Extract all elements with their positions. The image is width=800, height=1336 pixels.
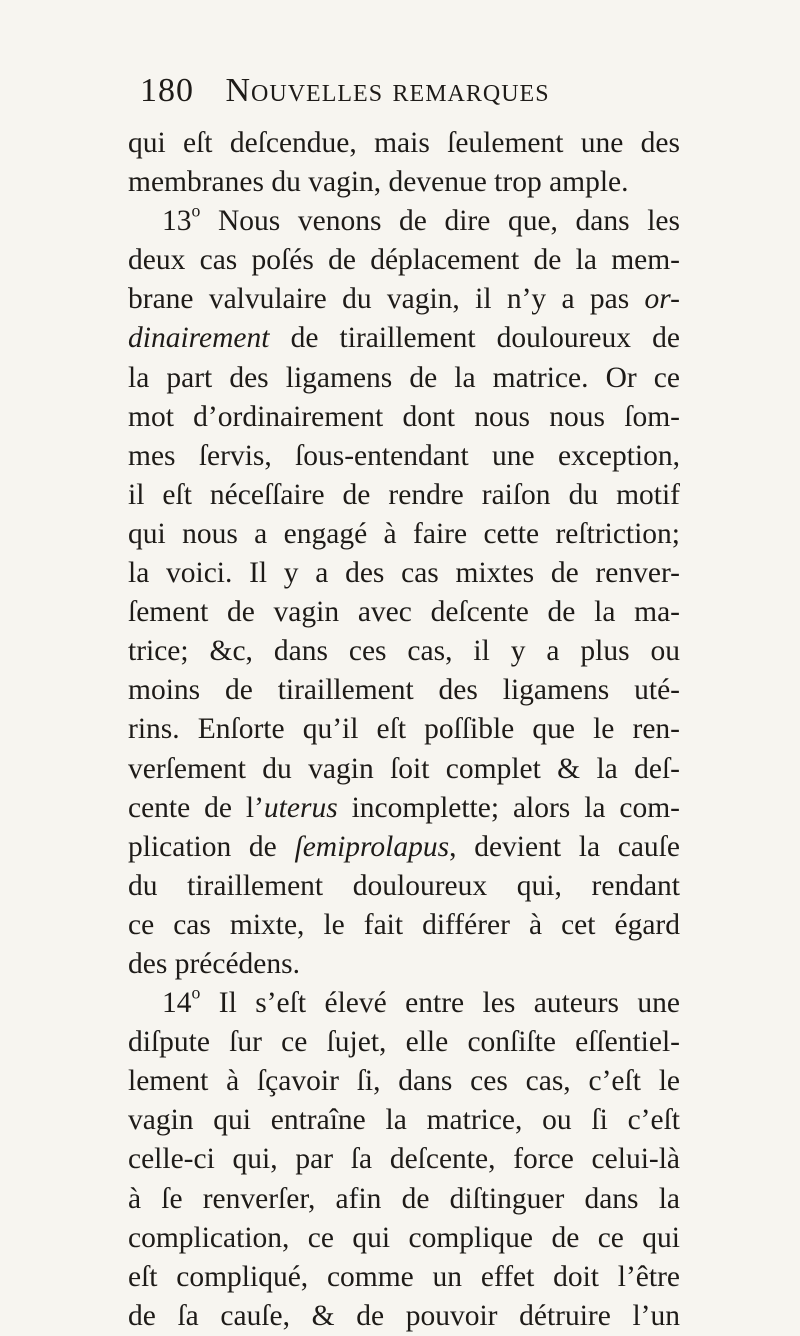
text-line: deux cas poſés de déplacement de la mem-	[128, 244, 680, 277]
text-line: celle-ci qui, par ſa deſcente, force celui-là	[128, 1143, 680, 1176]
text-line: ſement de vagin avec deſcente de la ma-	[128, 596, 680, 629]
paragraph-start-line: 13$^o$ Nous venons de dire que, dans les	[162, 200, 680, 238]
text-line: du tiraillement douloureux qui, rendant	[128, 869, 680, 902]
text-line: diſpute ſur ce ſujet, elle conſiſte eſſentiel-	[128, 1026, 680, 1059]
text-line: lement à ſçavoir ſi, dans ces cas, c’eſt le	[128, 1065, 680, 1098]
text-line: mes ſervis, ſous-entendant une exception,	[128, 439, 680, 472]
running-title: Nouvelles remarques	[225, 72, 550, 109]
paragraph-start-line: 14$^o$ Il s’eſt élevé entre les auteurs une	[162, 982, 680, 1020]
text-line: brane valvulaire du vagin, il n’y a pas or-	[128, 283, 680, 316]
body-text	[128, 124, 680, 1336]
text-line: des précédens.	[128, 947, 301, 980]
text-line: la voici. Il y a des cas mixtes de renver-	[128, 557, 680, 590]
text-line: vagin qui entraîne la matrice, ou ſi c’eſt	[128, 1104, 680, 1137]
text-line: cente de l’uterus incomplette; alors la com-	[128, 791, 681, 824]
text-line: de ſa cauſe, & de pouvoir détruire l’un	[128, 1299, 680, 1332]
text-line: ce cas mixte, le fait différer à cet égard	[128, 908, 680, 941]
text-line: qui eſt deſcendue, mais ſeulement une des	[128, 127, 680, 159]
text-line: la part des ligamens de la matrice. Or ce	[128, 361, 680, 394]
text-line: plication de ſemiprolapus, devient la cauſe	[128, 830, 680, 863]
text-line: verſement du vagin ſoit complet & la deſ-	[128, 752, 680, 785]
text-line: il eſt néceſſaire de rendre raiſon du motif	[128, 478, 680, 511]
text-line: mot d’ordinairement dont nous nous ſom-	[128, 400, 680, 433]
text-line: eſt compliqué, comme un effet doit l’être	[128, 1260, 680, 1293]
running-head	[140, 72, 680, 122]
text-line: complication, ce qui complique de ce qui	[128, 1221, 680, 1254]
text-line: trice; &c, dans ces cas, il y a plus ou	[128, 635, 680, 668]
text-line: qui nous a engagé à faire cette reſtriction;	[128, 517, 680, 550]
text-line: dinairement de tiraillement douloureux de	[128, 322, 680, 355]
text-line: membranes du vagin, devenue trop ample.	[128, 166, 629, 199]
text-line: moins de tiraillement des ligamens uté-	[128, 674, 680, 707]
text-line: à ſe renverſer, afin de diſtinguer dans la	[128, 1182, 680, 1215]
page-number: 180	[140, 72, 194, 109]
text-line: rins. Enſorte qu’il eſt poſſible que le ren-	[128, 713, 680, 746]
